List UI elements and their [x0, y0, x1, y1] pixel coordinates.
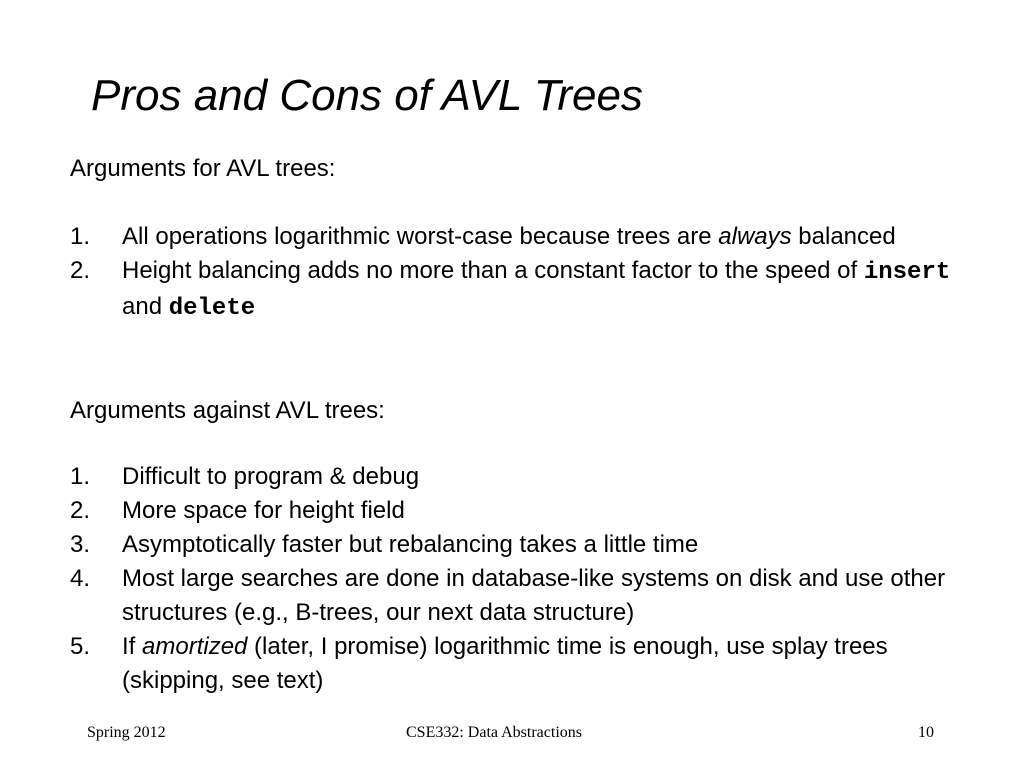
list-number: 5. — [70, 633, 91, 660]
list-item — [70, 460, 990, 494]
list-item — [70, 630, 990, 698]
list-number: 1. — [70, 463, 91, 490]
item-text: Most large searches are done in database-like systems on disk and use other structures (e.g., B-trees, our next data structure) — [122, 565, 946, 626]
item-text: balanced — [791, 223, 896, 250]
item-text: Height balancing adds no more than a constant factor to the speed of — [122, 257, 864, 284]
list-number: 4. — [70, 565, 91, 592]
footer-date: Spring 2012 — [87, 724, 166, 741]
pros-heading: Arguments for AVL trees: — [70, 155, 336, 182]
list-number: 3. — [70, 531, 91, 558]
item-text: If — [122, 633, 143, 660]
slide-title: Pros and Cons of AVL Trees — [91, 71, 643, 120]
cons-heading: Arguments against AVL trees: — [70, 397, 385, 424]
pros-list — [70, 220, 990, 326]
emphasis-text: always — [718, 223, 792, 250]
list-item — [70, 220, 990, 254]
code-delete: delete — [168, 295, 256, 322]
list-item — [70, 254, 990, 326]
item-text: Difficult to program & debug — [122, 463, 420, 490]
list-item — [70, 562, 990, 630]
footer-course: CSE332: Data Abstractions — [406, 724, 582, 741]
item-text: All operations logarithmic worst-case because trees are — [122, 223, 719, 250]
footer-page-number: 10 — [918, 724, 934, 741]
cons-list — [70, 460, 990, 698]
emphasis-text: amortized — [142, 633, 248, 660]
list-number: 1. — [70, 223, 91, 250]
list-item — [70, 494, 990, 528]
code-insert: insert — [863, 259, 951, 286]
item-text: More space for height field — [122, 497, 405, 524]
item-text: Asymptotically faster but rebalancing takes a little time — [122, 531, 699, 558]
list-number: 2. — [70, 497, 91, 524]
item-text: (later, I promise) logarithmic time is enough, use splay trees (skipping, see text) — [122, 633, 888, 694]
list-number: 2. — [70, 257, 91, 284]
list-item — [70, 528, 990, 562]
item-text: and — [122, 293, 169, 320]
